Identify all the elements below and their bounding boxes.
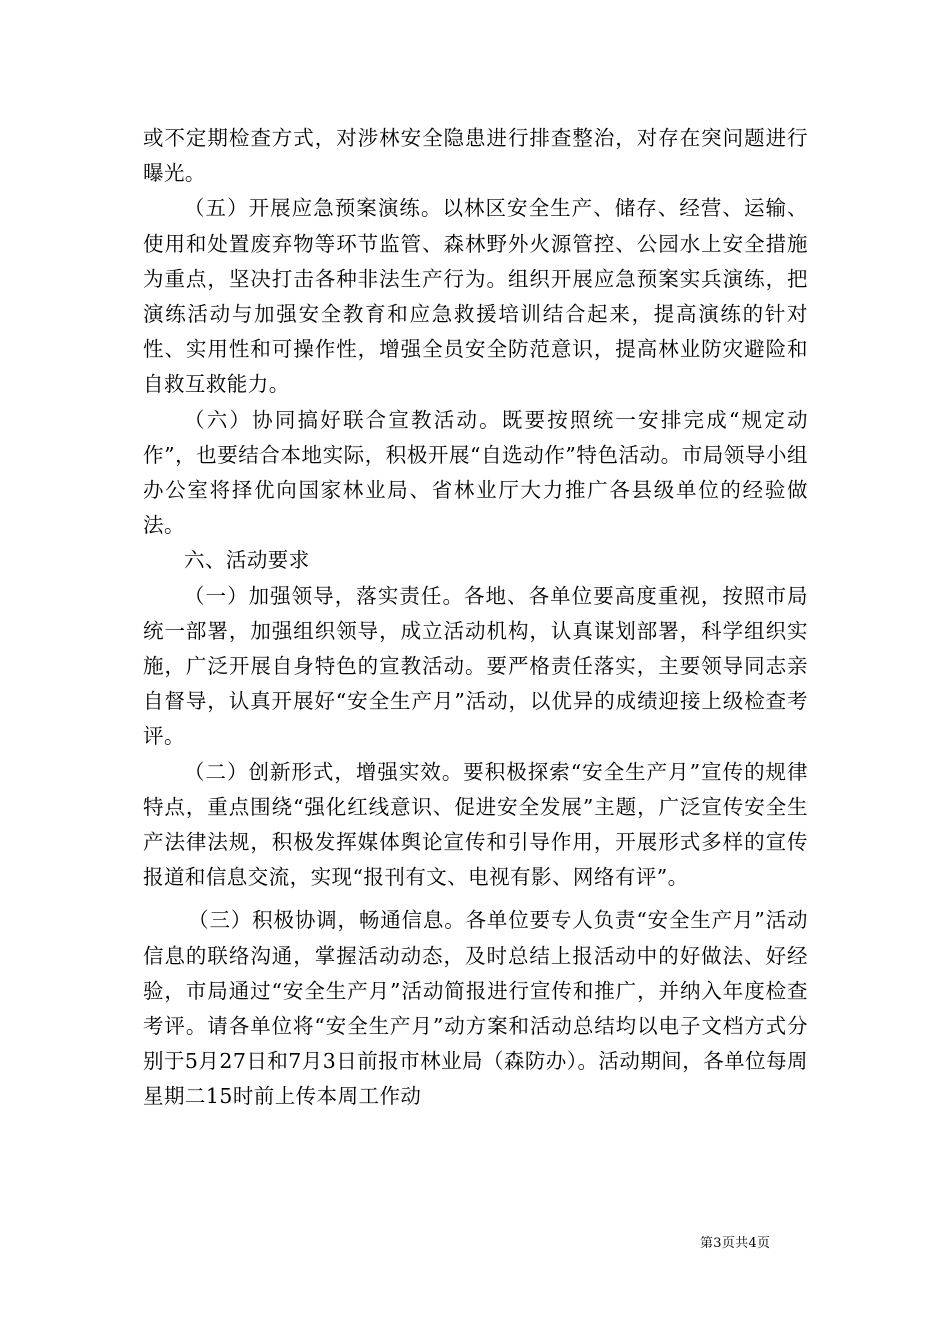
paragraph-continuation: 或不定期检查方式，对涉林安全隐患进行排查整治，对存在突问题进行曝光。 (143, 126, 808, 186)
page-number-footer: 第3页共4页 (700, 1236, 771, 1251)
paragraph-section-5: （五）开展应急预案演练。以林区安全生产、储存、经营、运输、使用和处置废弃物等环节监管、森林野外火源管控、公园水上安全措施为重点，坚决打击各种非法生产行为。组织开展应急预案实兵演练，把演练活动与加强安全教育和应急救援培训结合起来，提高演练的针对性、实用性和可操作性，增强全员安全防范意识，提高林业防灾避险和自救互救能力。 (143, 196, 808, 397)
heading-activity-requirements: 六、活动要求 (184, 548, 310, 573)
document-body (143, 121, 808, 1115)
paragraph-section-6: （六）协同搞好联合宣教活动。既要按照统一安排完成“规定动作”，也要结合本地实际，积极开展“自选动作”特色活动。市局领导小组办公室将择优向国家林业局、省林业厅大力推广各县级单位的经验做法。 (143, 407, 808, 538)
paragraph-requirement-2: （二）创新形式，增强实效。要积极探索“安全生产月”宣传的规律特点，重点围绕“强化红线意识、促进安全发展”主题，广泛宣传安全生产法律法规，积极发挥媒体舆论宣传和引导作用，开展形式多样的宣传报道和信息交流，实现“报刊有文、电视有影、网络有评”。 (143, 759, 808, 890)
paragraph-requirement-3: （三）积极协调，畅通信息。各单位要专人负责“安全生产月”活动信息的联络沟通，掌握活动动态，及时总结上报活动中的好做法、好经验，市局通过“安全生产月”活动简报进行宣传和推广，并纳入年度检查考评。请各单位将“安全生产月”动方案和活动总结均以电子文档方式分别于5月27日和7月3日前报市林业局（森防办）。活动期间，各单位每周星期二15时前上传本周工作动 (143, 908, 808, 1109)
paragraph-requirement-1: （一）加强领导，落实责任。各地、各单位要高度重视，按照市局统一部署，加强组织领导，成立活动机构，认真谋划部署，科学组织实施，广泛开展自身特色的宣教活动。要严格责任落实，主要领导同志亲自督导，认真开展好“安全生产月”活动，以优异的成绩迎接上级检查考评。 (143, 583, 808, 749)
